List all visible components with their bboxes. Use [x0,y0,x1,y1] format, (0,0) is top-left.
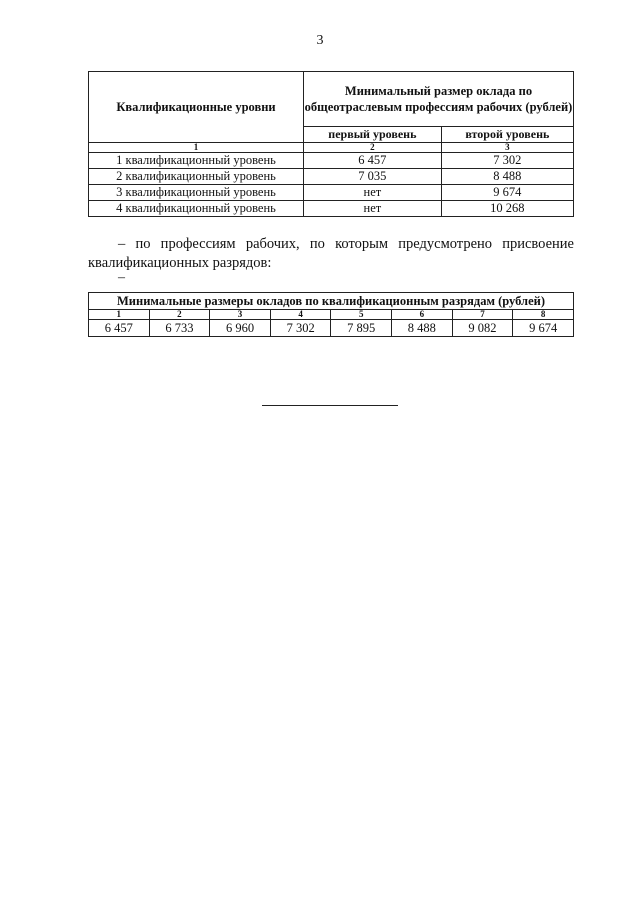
table-row [89,201,574,217]
grade-value: 6 733 [149,320,210,337]
grade-number: 1 [89,310,150,320]
level-cell: 1 квалификационный уровень [89,153,304,169]
subheader-first-level: первый уровень [304,127,442,143]
grade-number: 7 [452,310,513,320]
grade-number: 2 [149,310,210,320]
column-number: 2 [304,143,442,153]
level-cell: 2 квалификационный уровень [89,169,304,185]
first-level-value: 6 457 [304,153,442,169]
grade-number: 6 [392,310,453,320]
grade-number: 4 [270,310,331,320]
header-qualification-levels: Квалификационные уровни [89,72,304,143]
grade-number: 5 [331,310,392,320]
qualification-grades-table [88,292,574,337]
grade-value: 7 895 [331,320,392,337]
first-level-value: нет [304,185,442,201]
column-number: 3 [441,143,573,153]
second-level-value: 7 302 [441,153,573,169]
grades-table-title: Минимальные размеры окладов по квалификационным разрядам (рублей) [89,293,574,310]
page-number: 3 [316,33,324,48]
table-row [89,320,574,337]
qualification-levels-table [88,71,574,217]
grade-value: 7 302 [270,320,331,337]
dash-mark: – [118,270,125,285]
level-cell: 3 квалификационный уровень [89,185,304,201]
grade-number: 8 [513,310,574,320]
second-level-value: 9 674 [441,185,573,201]
grade-value: 9 082 [452,320,513,337]
column-number: 1 [89,143,304,153]
first-level-value: нет [304,201,442,217]
table-row [89,153,574,169]
table-row [89,185,574,201]
grade-value: 9 674 [513,320,574,337]
first-level-value: 7 035 [304,169,442,185]
second-level-value: 8 488 [441,169,573,185]
second-level-value: 10 268 [441,201,573,217]
subheader-second-level: второй уровень [441,127,573,143]
grade-number: 3 [210,310,271,320]
header-min-salary: Минимальный размер оклада по общеотраслевым профессиям рабочих (рублей) [304,72,574,127]
grade-value: 6 960 [210,320,271,337]
table-row [89,169,574,185]
grade-value: 8 488 [392,320,453,337]
grade-value: 6 457 [89,320,150,337]
closing-rule [262,405,398,406]
workers-paragraph: – по профессиям рабочих, по которым предусмотрено присвоение квалификационных разрядов: [88,236,574,271]
level-cell: 4 квалификационный уровень [89,201,304,217]
